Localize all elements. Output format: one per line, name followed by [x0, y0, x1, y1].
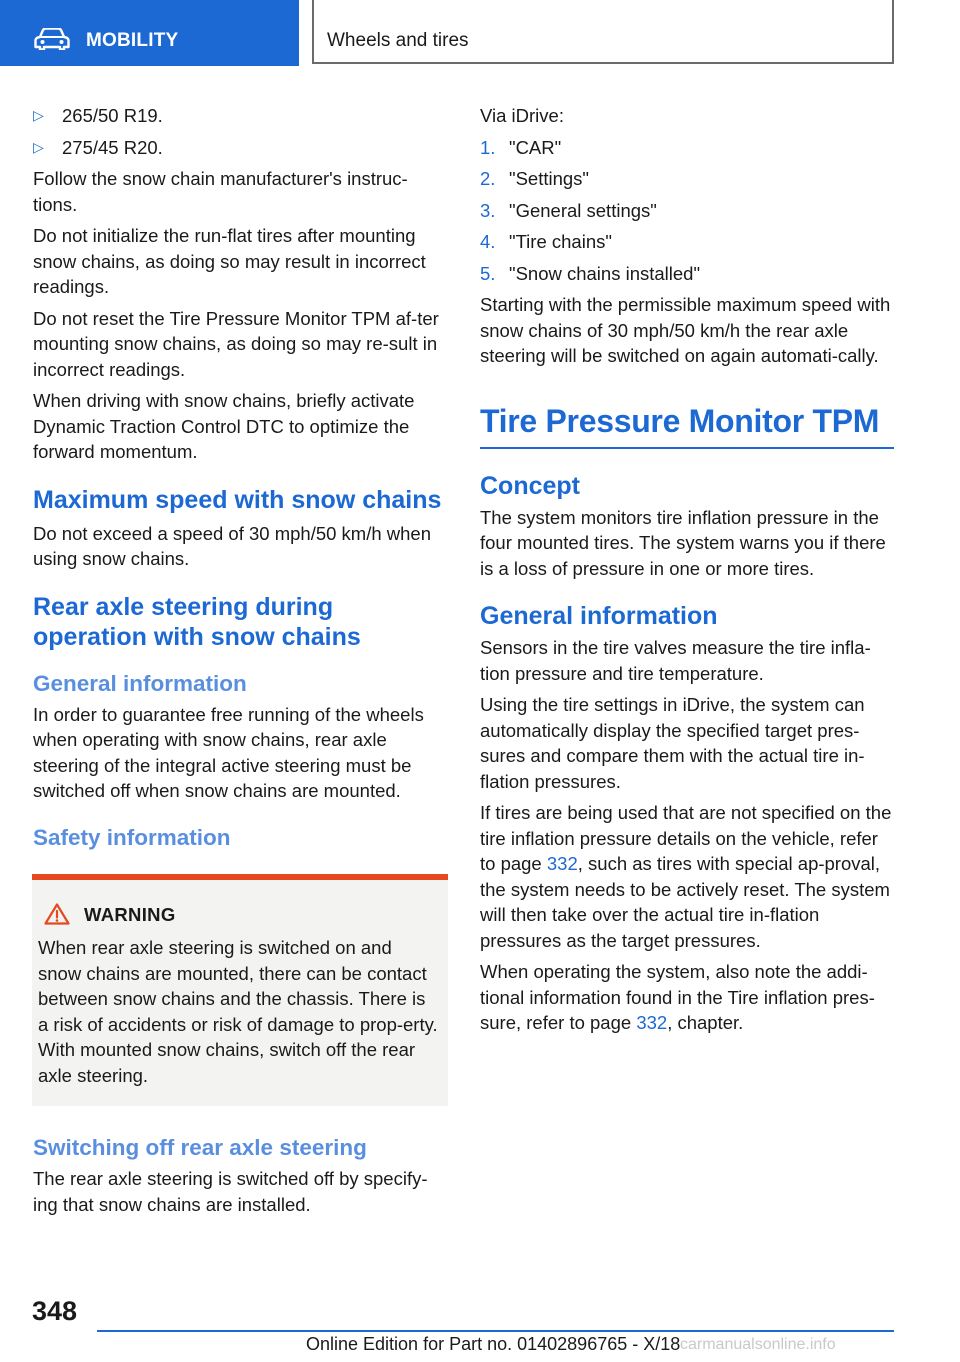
heading-tire-pressure-monitor: Tire Pressure Monitor TPM	[480, 401, 894, 449]
list-item-text: 275/45 R20.	[62, 136, 163, 158]
text: If tires are being used that are not specified on the tire inflation pressure details on the vehicle, refer to page	[480, 802, 892, 874]
heading-general-information: General information	[480, 602, 718, 630]
paragraph: Do not initialize the run-flat tires after mounting snow chains, as doing so may result in incorrect readings.	[33, 225, 426, 297]
footer-divider	[97, 1330, 894, 1332]
step-number: 2.	[480, 168, 496, 189]
list-item	[33, 103, 447, 129]
heading-concept: Concept	[480, 471, 580, 500]
paragraph: Starting with the permissible maximum speed with snow chains of 30 mph/50 km/h the rear axle steering will be switched on again automati‐cally.	[480, 294, 891, 366]
step-number: 5.	[480, 262, 496, 284]
step-text: "Settings"	[509, 168, 589, 189]
right-column	[480, 103, 894, 1042]
warning-title: WARNING	[84, 903, 176, 925]
paragraph: Using the tire settings in iDrive, the system can automatically display the specified target pres‐sures and compare them with the actual tire in‐flation pressures.	[480, 694, 865, 792]
paragraph: Do not exceed a speed of 30 mph/50 km/h when using snow chains.	[33, 522, 432, 569]
page-number: 348	[32, 1296, 78, 1326]
left-column	[33, 103, 447, 1223]
heading-rear-axle-steering: Rear axle steering during operation with snow chains	[33, 592, 361, 651]
paragraph-tires-reset	[480, 800, 894, 953]
list-item	[480, 198, 894, 224]
page-link-332[interactable]: 332	[546, 853, 578, 874]
list-item	[480, 229, 894, 255]
section-tab-label: MOBILITY	[86, 30, 179, 51]
heading-safety-information: Safety information	[33, 824, 231, 850]
step-number: 4.	[480, 231, 496, 252]
footer-edition: Online Edition for Part no. 01402896765 - X/18	[306, 1334, 681, 1354]
paragraph: The rear axle steering is switched off by specify‐ing that snow chains are installed.	[33, 1168, 428, 1215]
idrive-steps-list	[480, 135, 894, 287]
warning-text: When rear axle steering is switched on and snow chains are mounted, there can be contact between snow chains and the chassis. There is a risk of accidents or risk of damage to prop‐erty. With mounted snow chains, switch off the rear axle steering.	[38, 937, 438, 1086]
text: When operating the system, also note the addi‐tional information found in the Tire inflation pres‐sure, refer to page	[480, 961, 875, 1033]
heading-general-information: General information	[33, 670, 247, 696]
paragraph-operating	[480, 959, 894, 1036]
step-text: "General settings"	[509, 199, 657, 221]
page-header	[0, 0, 960, 66]
list-item	[480, 135, 894, 161]
warning-triangle-icon	[44, 903, 70, 925]
text: , such as tires with special ap‐proval, the system needs to be actively reset. The system will then take over the actual tire in‐flation pressures as the target pressures.	[480, 853, 890, 951]
triangle-bullet-icon: ▷	[33, 138, 44, 155]
step-text: "Snow chains installed"	[509, 262, 701, 284]
heading-switching-off: Switching off rear axle steering	[33, 1135, 367, 1160]
list-item	[480, 261, 894, 287]
step-number: 3.	[480, 199, 496, 221]
step-number: 1.	[480, 136, 496, 158]
paragraph: Sensors in the tire valves measure the tire infla‐tion pressure and tire temperature.	[480, 637, 871, 684]
paragraph: When driving with snow chains, briefly activate Dynamic Traction Control DTC to optimize the forward momentum.	[33, 390, 415, 462]
watermark: carmanualsonline.info	[680, 1336, 836, 1353]
paragraph: In order to guarantee free running of the wheels when operating with snow chains, rear axle steering of the integral active steering must be switched off when snow chains are mounted.	[33, 703, 424, 801]
section-tab-mobility[interactable]	[0, 0, 299, 66]
warning-box	[32, 874, 448, 1107]
paragraph: The system monitors tire inflation pressure in the four mounted tires. The system warns you if there is a loss of pressure in one or more tires.	[480, 506, 886, 579]
chapter-title: Wheels and tires	[327, 30, 469, 51]
paragraph: Via iDrive:	[480, 105, 564, 126]
warning-header	[44, 902, 440, 928]
page-link-332[interactable]: 332	[636, 1012, 668, 1033]
tire-size-list	[33, 103, 447, 160]
list-item	[33, 135, 447, 161]
heading-max-speed: Maximum speed with snow chains	[33, 485, 442, 514]
step-text: "Tire chains"	[509, 231, 612, 252]
paragraph: Follow the snow chain manufacturer's instruc‐tions.	[33, 168, 408, 215]
list-item	[480, 166, 894, 192]
car-icon	[34, 28, 70, 50]
list-item-text: 265/50 R19.	[62, 105, 163, 126]
paragraph: Do not reset the Tire Pressure Monitor TPM af‐ter mounting snow chains, as doing so may re‐sult in incorrect readings.	[33, 307, 439, 380]
triangle-bullet-icon: ▷	[33, 107, 44, 123]
chapter-title-tab	[312, 0, 894, 64]
step-text: "CAR"	[509, 136, 562, 158]
text: , chapter.	[667, 1012, 744, 1033]
